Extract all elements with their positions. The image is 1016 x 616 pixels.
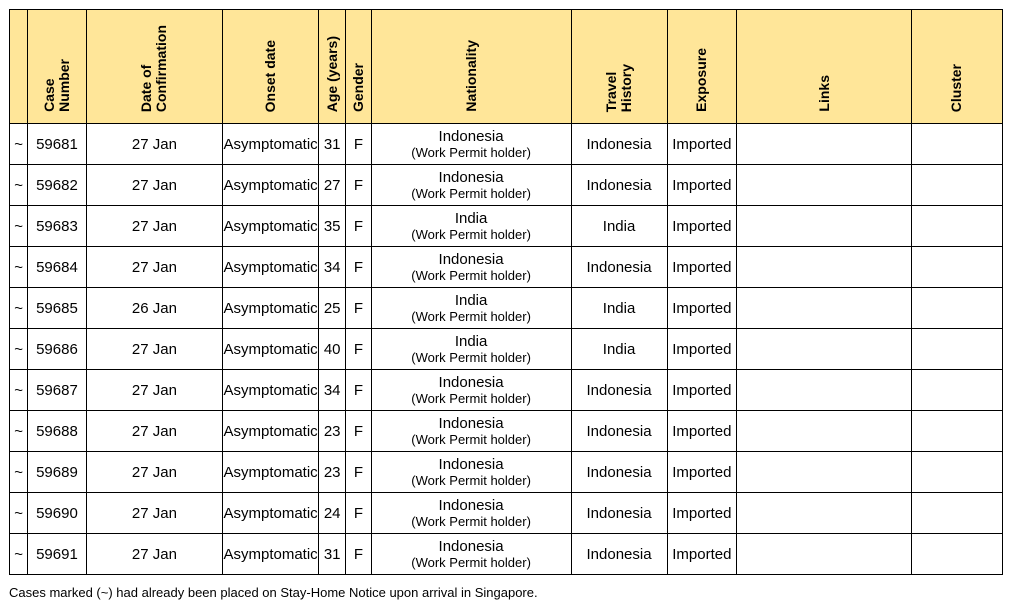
nationality-label: Indonesia [438,250,504,268]
nationality-cell [371,288,571,329]
header-exposure [667,10,737,124]
cluster-cell [911,493,1002,534]
mark-cell: ~ [10,288,28,329]
nationality-label: Indonesia [438,414,504,432]
gender-cell: F [346,247,371,288]
onset-date-cell: Asymptomatic [223,329,319,370]
date-confirmation-cell: 27 Jan [86,329,222,370]
cluster-cell [911,411,1002,452]
exposure-cell: Imported [667,124,737,165]
header-cluster [911,10,1002,124]
mark-cell: ~ [10,493,28,534]
date-confirmation-cell: 27 Jan [86,370,222,411]
exposure-cell: Imported [667,247,737,288]
cluster-cell [911,370,1002,411]
header-age-label: Age (years) [323,35,340,112]
header-travel-history-label: Travel History [603,63,635,112]
onset-date-cell: Asymptomatic [223,247,319,288]
mark-cell: ~ [10,370,28,411]
case-number-cell: 59690 [28,493,87,534]
header-date-confirmation [86,10,222,124]
gender-cell: F [346,370,371,411]
mark-cell: ~ [10,247,28,288]
travel-history-cell: Indonesia [571,534,667,575]
nationality-label: Indonesia [438,537,504,555]
travel-history-cell: Indonesia [571,493,667,534]
case-number-cell: 59691 [28,534,87,575]
gender-cell: F [346,452,371,493]
links-cell [737,206,912,247]
links-cell [737,370,912,411]
gender-cell: F [346,165,371,206]
header-case-number [28,10,87,124]
travel-history-cell: Indonesia [571,247,667,288]
table-row [10,247,1003,288]
mark-cell: ~ [10,534,28,575]
header-nationality-label: Nationality [462,40,479,112]
onset-date-cell: Asymptomatic [223,534,319,575]
case-number-cell: 59684 [28,247,87,288]
age-cell: 31 [319,534,346,575]
mark-cell: ~ [10,206,28,247]
case-number-cell: 59689 [28,452,87,493]
header-gender [346,10,371,124]
header-links [737,10,912,124]
pass-type-label: (Work Permit holder) [411,431,531,447]
mark-cell: ~ [10,329,28,370]
pass-type-label: (Work Permit holder) [411,185,531,201]
cluster-cell [911,247,1002,288]
links-cell [737,165,912,206]
gender-cell: F [346,493,371,534]
travel-history-cell: Indonesia [571,452,667,493]
gender-cell: F [346,206,371,247]
age-cell: 23 [319,452,346,493]
date-confirmation-cell: 27 Jan [86,493,222,534]
exposure-cell: Imported [667,493,737,534]
nationality-cell [371,329,571,370]
pass-type-label: (Work Permit holder) [411,349,531,365]
header-date-confirmation-label: Date of Confirmation [138,24,170,112]
onset-date-cell: Asymptomatic [223,411,319,452]
age-cell: 31 [319,124,346,165]
nationality-cell [371,493,571,534]
pass-type-label: (Work Permit holder) [411,513,531,529]
table-row [10,534,1003,575]
pass-type-label: (Work Permit holder) [411,390,531,406]
nationality-cell [371,206,571,247]
age-cell: 34 [319,247,346,288]
case-number-cell: 59686 [28,329,87,370]
table-row [10,206,1003,247]
case-number-cell: 59687 [28,370,87,411]
case-number-cell: 59683 [28,206,87,247]
onset-date-cell: Asymptomatic [223,165,319,206]
mark-cell: ~ [10,124,28,165]
header-nationality [371,10,571,124]
links-cell [737,534,912,575]
date-confirmation-cell: 27 Jan [86,247,222,288]
exposure-cell: Imported [667,370,737,411]
pass-type-label: (Work Permit holder) [411,308,531,324]
header-gender-label: Gender [349,62,366,112]
links-cell [737,452,912,493]
header-travel-history [571,10,667,124]
age-cell: 27 [319,165,346,206]
exposure-cell: Imported [667,288,737,329]
nationality-label: India [454,332,488,350]
pass-type-label: (Work Permit holder) [411,554,531,570]
nationality-label: Indonesia [438,373,504,391]
gender-cell: F [346,329,371,370]
case-number-cell: 59685 [28,288,87,329]
nationality-cell [371,370,571,411]
cluster-cell [911,329,1002,370]
nationality-label: India [454,209,488,227]
links-cell [737,247,912,288]
travel-history-cell: Indonesia [571,370,667,411]
travel-history-cell: Indonesia [571,165,667,206]
onset-date-cell: Asymptomatic [223,370,319,411]
nationality-cell [371,452,571,493]
cases-table [9,9,1003,575]
header-case-number-label: Case Number [40,59,72,112]
nationality-label: Indonesia [438,168,504,186]
cluster-cell [911,452,1002,493]
header-onset-date [223,10,319,124]
footnote: Cases marked (~) had already been placed on Stay-Home Notice upon arrival in Singapore. [9,585,538,600]
header-mark [10,10,28,124]
mark-cell: ~ [10,411,28,452]
age-cell: 35 [319,206,346,247]
onset-date-cell: Asymptomatic [223,206,319,247]
travel-history-cell: Indonesia [571,124,667,165]
mark-cell: ~ [10,165,28,206]
table-row [10,370,1003,411]
table-row [10,493,1003,534]
exposure-cell: Imported [667,534,737,575]
nationality-label: Indonesia [438,496,504,514]
cluster-cell [911,288,1002,329]
exposure-cell: Imported [667,452,737,493]
gender-cell: F [346,124,371,165]
nationality-label: Indonesia [438,455,504,473]
table-row [10,165,1003,206]
exposure-cell: Imported [667,329,737,370]
nationality-cell [371,411,571,452]
gender-cell: F [346,411,371,452]
header-cluster-label: Cluster [948,63,965,112]
nationality-label: India [454,291,488,309]
travel-history-cell: India [571,329,667,370]
mark-cell: ~ [10,452,28,493]
nationality-cell [371,534,571,575]
onset-date-cell: Asymptomatic [223,452,319,493]
exposure-cell: Imported [667,411,737,452]
links-cell [737,124,912,165]
age-cell: 25 [319,288,346,329]
case-number-cell: 59682 [28,165,87,206]
age-cell: 40 [319,329,346,370]
table-row [10,124,1003,165]
gender-cell: F [346,534,371,575]
date-confirmation-cell: 27 Jan [86,165,222,206]
date-confirmation-cell: 27 Jan [86,534,222,575]
exposure-cell: Imported [667,206,737,247]
pass-type-label: (Work Permit holder) [411,226,531,242]
header-exposure-label: Exposure [693,48,710,112]
onset-date-cell: Asymptomatic [223,493,319,534]
onset-date-cell: Asymptomatic [223,288,319,329]
nationality-cell [371,124,571,165]
cluster-cell [911,206,1002,247]
date-confirmation-cell: 27 Jan [86,124,222,165]
travel-history-cell: India [571,206,667,247]
date-confirmation-cell: 27 Jan [86,452,222,493]
gender-cell: F [346,288,371,329]
onset-date-cell: Asymptomatic [223,124,319,165]
links-cell [737,411,912,452]
cluster-cell [911,124,1002,165]
table-row [10,288,1003,329]
pass-type-label: (Work Permit holder) [411,267,531,283]
links-cell [737,329,912,370]
table-row [10,452,1003,493]
age-cell: 34 [319,370,346,411]
header-age [319,10,346,124]
table-row [10,411,1003,452]
nationality-cell [371,165,571,206]
travel-history-cell: India [571,288,667,329]
date-confirmation-cell: 27 Jan [86,411,222,452]
age-cell: 23 [319,411,346,452]
exposure-cell: Imported [667,165,737,206]
age-cell: 24 [319,493,346,534]
header-links-label: Links [815,75,832,112]
pass-type-label: (Work Permit holder) [411,472,531,488]
case-number-cell: 59688 [28,411,87,452]
nationality-label: Indonesia [438,127,504,145]
cluster-cell [911,165,1002,206]
cluster-cell [911,534,1002,575]
header-onset-date-label: Onset date [262,39,279,112]
travel-history-cell: Indonesia [571,411,667,452]
table-body [10,124,1003,575]
case-number-cell: 59681 [28,124,87,165]
links-cell [737,493,912,534]
pass-type-label: (Work Permit holder) [411,144,531,160]
table-header [10,10,1003,124]
nationality-cell [371,247,571,288]
date-confirmation-cell: 26 Jan [86,288,222,329]
links-cell [737,288,912,329]
table-row [10,329,1003,370]
date-confirmation-cell: 27 Jan [86,206,222,247]
